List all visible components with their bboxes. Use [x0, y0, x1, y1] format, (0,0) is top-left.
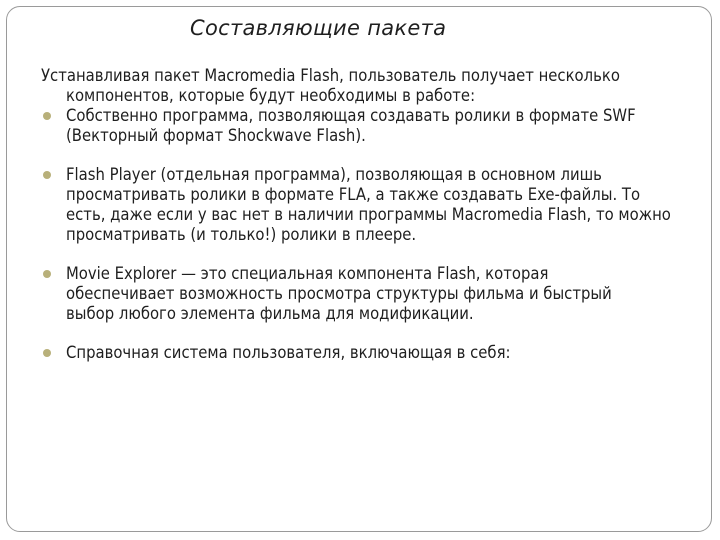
intro-text-line-1: Устанавливая пакет Macromedia Flash, пользователь получает несколько	[41, 66, 620, 85]
bullet-icon	[43, 270, 51, 278]
spacer	[41, 324, 671, 343]
spacer	[41, 146, 671, 165]
list-item-line: Movie Explorer — это специальная компонента Flash, которая	[66, 264, 549, 283]
list-item-line: просматривать ролики в формате FLA, а также создавать Exe-файлы. То	[66, 185, 641, 204]
list-item-line: просматривать (и только!) ролики в плеере.	[66, 225, 417, 244]
slide-title: Составляющие пакета	[190, 16, 447, 40]
intro-text-line-2: компонентов, которые будут необходимы в работе:	[66, 86, 476, 105]
list-item	[41, 106, 671, 146]
slide-body	[41, 66, 671, 363]
list-item-line: Собственно программа, позволяющая создавать ролики в формате SWF	[66, 106, 636, 125]
list-item	[41, 264, 671, 324]
list-item	[41, 165, 671, 245]
list-item-line: Flash Player (отдельная программа), позволяющая в основном лишь	[66, 165, 602, 184]
list-item-line: есть, даже если у вас нет в наличии программы Macromedia Flash, то можно	[66, 205, 671, 224]
bullet-icon	[43, 112, 51, 120]
list-item-line: обеспечивает возможность просмотра структуры фильма и быстрый	[66, 284, 612, 303]
spacer	[41, 245, 671, 264]
list-item-line: Справочная система пользователя, включающая в себя:	[66, 343, 511, 362]
list-item	[41, 343, 671, 363]
list-item-line: (Векторный формат Shockwave Flash).	[66, 126, 366, 145]
bullet-icon	[43, 171, 51, 179]
list-item-line: выбор любого элемента фильма для модификации.	[66, 304, 474, 323]
bullet-icon	[43, 349, 51, 357]
